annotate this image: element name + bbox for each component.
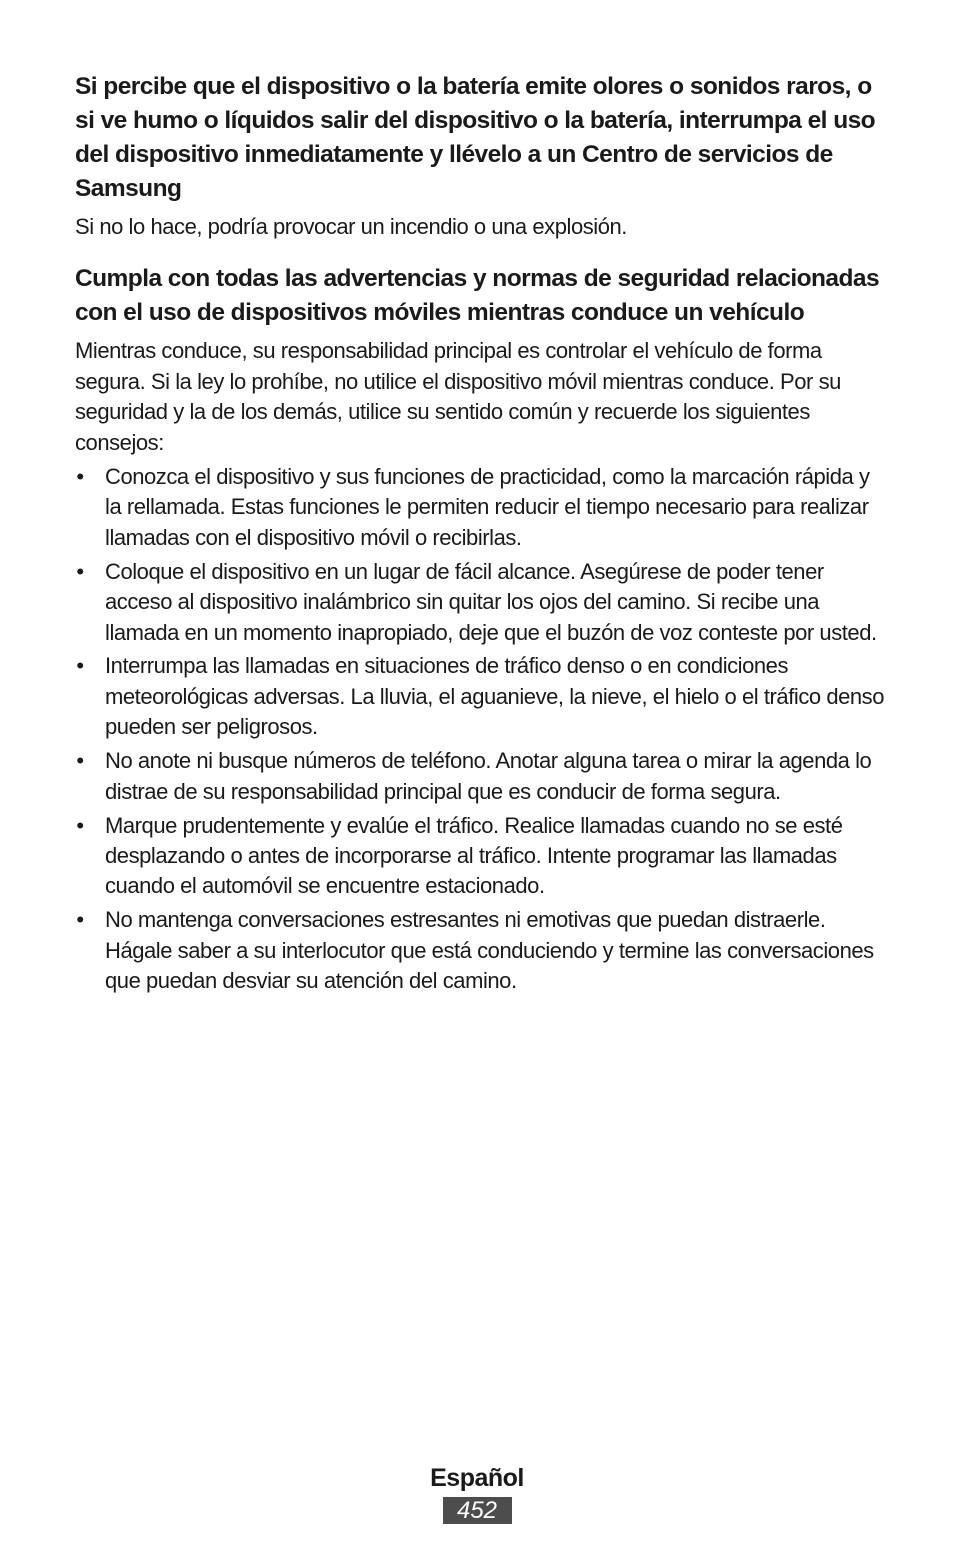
list-item: [75, 746, 890, 807]
section-heading: Si percibe que el dispositivo o la batería emite olores o sonidos raros, o si ve humo o líquidos salir del dispositivo o la batería, interrumpa el uso del dispositivo inmediatamente y llévelo a un Centro de servicios de Samsung: [75, 73, 876, 202]
list-item: [75, 905, 890, 996]
battery-warning-section: [75, 70, 890, 242]
footer-language: Español: [430, 1464, 524, 1492]
tips-list: [75, 462, 890, 996]
bullet-icon: •: [76, 558, 84, 584]
list-item: [75, 811, 890, 902]
bullet-icon: •: [76, 748, 84, 774]
list-item-text: Conozca el dispositivo y sus funciones de practicidad, como la marcación rápida y la rellamada. Estas funciones le permiten reducir el tiempo necesario para realizar llamadas con el dispositivo móvil o recibirlas.: [105, 464, 870, 550]
list-item: [75, 462, 890, 553]
page-footer: [0, 1462, 954, 1524]
bullet-icon: •: [76, 907, 84, 933]
bullet-icon: •: [76, 812, 84, 838]
driving-safety-section: [75, 262, 890, 996]
list-item-text: Interrumpa las llamadas en situaciones de tráfico denso o en condiciones meteorológicas adversas. La lluvia, el aguanieve, la nieve, el hielo o el tráfico denso pueden ser peligrosos.: [105, 653, 885, 740]
list-item: [75, 651, 890, 742]
list-item-text: Coloque el dispositivo en un lugar de fácil alcance. Asegúrese de poder tener acceso al dispositivo inalámbrico sin quitar los ojos del camino. Si recibe una llamada en un momento inapropiado, deje que el buzón de voz conteste por usted.: [105, 558, 877, 645]
page-number-badge: 452: [443, 1497, 512, 1524]
page-content: [75, 70, 890, 1000]
section-body: Mientras conduce, su responsabilidad principal es controlar el vehículo de forma segura. Si la ley lo prohíbe, no utilice el dispositivo móvil mientras conduce. Por su seguridad y la de los demás, utilice su sentido común y recuerde los siguientes consejos:: [75, 338, 841, 455]
list-item-text: Marque prudentemente y evalúe el tráfico. Realice llamadas cuando no se esté desplazando o antes de incorporarse al tráfico. Intente programar las llamadas cuando el automóvil se encuentre estacionado.: [105, 812, 843, 899]
section-heading: Cumpla con todas las advertencias y normas de seguridad relacionadas con el uso de dispositivos móviles mientras conduce un vehículo: [75, 265, 880, 327]
list-item: [75, 557, 890, 648]
list-item-text: No anote ni busque números de teléfono. Anotar alguna tarea o mirar la agenda lo distrae de su responsabilidad principal que es conducir de forma segura.: [105, 748, 872, 804]
bullet-icon: •: [76, 464, 84, 490]
bullet-icon: •: [76, 653, 84, 679]
section-body: Si no lo hace, podría provocar un incendio o una explosión.: [75, 214, 627, 239]
list-item-text: No mantenga conversaciones estresantes ni emotivas que puedan distraerle. Hágale saber a su interlocutor que está conduciendo y termine las conversaciones que puedan desviar su atención del camino.: [105, 907, 874, 994]
